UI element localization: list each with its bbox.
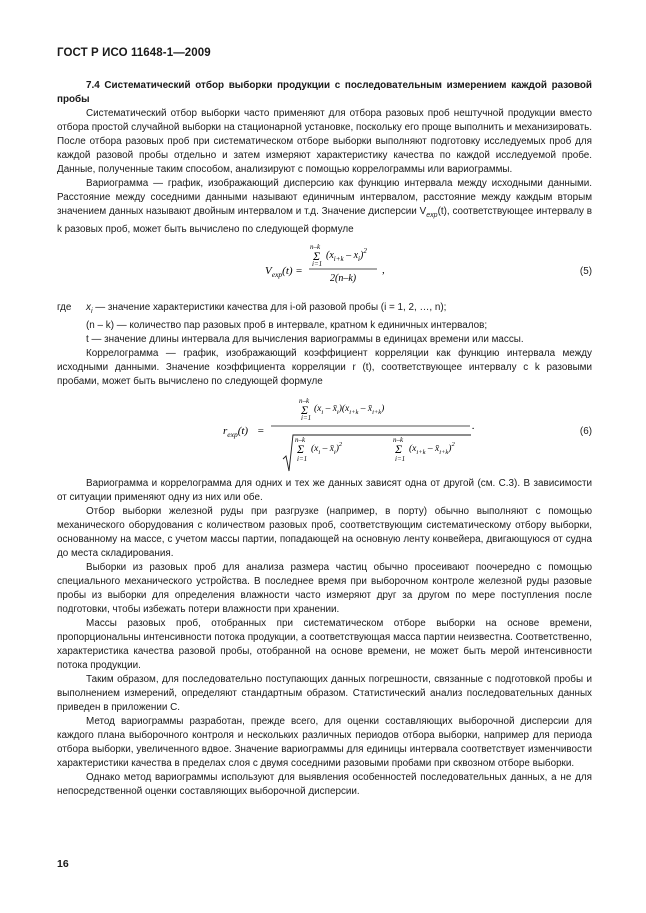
sum-lower-limit: i=1 [301,413,312,422]
denominator-term-1: ($x_i$ – $x̄_i)^2$ [311,440,343,456]
formula-denominator: 2(n–k) [330,272,357,284]
formula-numerator: ($x_i$ – $x̄_i)(x_{i+k}$ – $x̄_{i+k}$) [314,403,385,416]
formula-numerator: $(x_{i+k} - x_i)^2$ [326,246,367,263]
paragraph: Метод вариограммы разработан, прежде всего, для оценки составляющих выборочной дисперсии для каждого плана выборочного контроля и нескольких различных периодов отбора выборки, например для периода отбора выборки, увеличенного вдвое. Значение вариограммы для единицы интервала соответствует изменчивости характеристики качества в пределах слоя с двумя соседними разовыми пробами при сквозном отборе выборки. [57,715,592,769]
paragraph: Отбор выборки железной руды при разгрузке (например, в порту) обычно выполняют с помощью механического оборудования с количеством разовых проб, соответствующим систематическому отбору выборки, основанному на массе, с учетом массы партии, попадающей на основную ленту конвейера, двигающуюся от судна до места складирования. [57,505,592,559]
sum-upper-limit: n–k [310,242,321,251]
sum-upper-limit: n–k [299,396,310,405]
where-label: где [57,301,72,313]
denominator-term-2: ($x_{i+k}$ – $x̄_{i+k})^2$ [409,440,455,456]
page-number: 16 [57,858,69,870]
paragraph: Однако метод вариограммы используют для выявления особенностей последовательных данных, а не для непосредственной оценки составляющих выборочной дисперсии. [57,771,592,797]
where-item: (n – k) — количество пар разовых проб в интервале, кратном k единичных интервалов; [86,319,488,331]
paragraph: Массы разовых проб, отобранных при систематическом отборе выборки на основе времени, пропорциональны интенсивности потока продукции, а соответствующая масса партии неизвестна. Соответственно, характеристика качества разовой пробы, отобранной на основе времени, не может быть мерой интенсивности потока продукции. [57,617,592,671]
sum-lower-limit: i=1 [395,454,406,463]
document-body [57,79,592,799]
formula-5 [57,237,592,301]
formula-lhs: $r_{exp}(t)$ [223,424,249,439]
sum-lower-limit: i=1 [312,259,323,268]
sum-upper-limit: n–k [393,435,404,444]
paragraph: Вариограмма — график, изображающий дисперсию как функцию интервала между исходными данными. Расстояние между соседними данными называют единичным интервалом, расстояние между каждым вторым значением данных называют двойным интервалом и т.д. Значение дисперсии $V_{exp}(t)$, соответствующее интервалу в k разовых проб, может быть вычислено по следующей формуле [57,178,592,235]
where-item: t — значение длины интервала для вычисления вариограммы в единицах времени или массы. [86,333,524,345]
formula-number: (6) [579,425,592,437]
paragraph: Вариограмма и коррелограмма для одних и тех же данных зависят одна от другой (см. С.3). В зависимости от ситуации применяют одну из них или обе. [57,477,592,503]
document-header: ГОСТ Р ИСО 11648-1—2009 [57,47,211,59]
section-title: 7.4 Систематический отбор выборки продукции с последовательным измерением каждой разовой пробы [57,80,592,105]
paragraph: Таким образом, для последовательно поступающих данных погрешности, связанные с подготовкой пробы и выполнением измерений, определяют стандартным образом. Статистический анализ последовательных данных приведен в приложении С. [57,673,592,713]
sum-sign: Σ [301,402,309,417]
formula-6-graphic [57,389,592,477]
formula-trailing-dot: . [472,419,475,432]
sum-sign: Σ [395,441,403,456]
sum-lower-limit: i=1 [297,454,308,463]
paragraph: Систематический отбор выборки часто применяют для отбора разовых проб нештучной продукции вместо отбора простой случайной выборки на стационарной установке, поскольку его проще выполнить и механизировать. После отбора разовых проб при систематическом отборе выборки выполняют подготовку исследуемых проб для каждой разовой пробы отдельно и затем измеряют характеристику качества по каждой исследуемой пробе. Данные, полученные таким способом, анализируют с помощью коррелограммы или вариограммы. [57,108,592,175]
formula-number: (5) [579,265,592,277]
formula-lhs: $V_{exp}(t)$ = [265,264,303,279]
where-item: $x_i$ — значение характеристики качества для i-ой разовой пробы (i = 1, 2, …, n); [86,301,447,315]
sum-sign: Σ [297,441,305,456]
paragraph: Выборки из разовых проб для анализа размера частиц обычно просеивают поочередно с помощью специального механического устройства. В последнее время при выборочном контроле железной руды разовые пробы из выборки для определения влажности часто измеряют друг за другом по мере поступления после подготовки, чтобы избежать потери влажности при хранении. [57,561,592,615]
where-block [57,301,592,347]
formula-6 [57,389,592,477]
equals-sign: = [257,424,265,437]
sum-sign: Σ [313,248,321,263]
formula-trailing-comma: , [382,263,385,276]
paragraph: Коррелограмма — график, изображающий коэффициент корреляции как функцию интервала между исходными данными. Значение коэффициента корреляции r (t), соответствующее интервалу с k разовыми пробами, может быть вычислено по следующей формуле [57,347,592,387]
sum-upper-limit: n–k [295,435,306,444]
formula-5-graphic [57,237,592,301]
